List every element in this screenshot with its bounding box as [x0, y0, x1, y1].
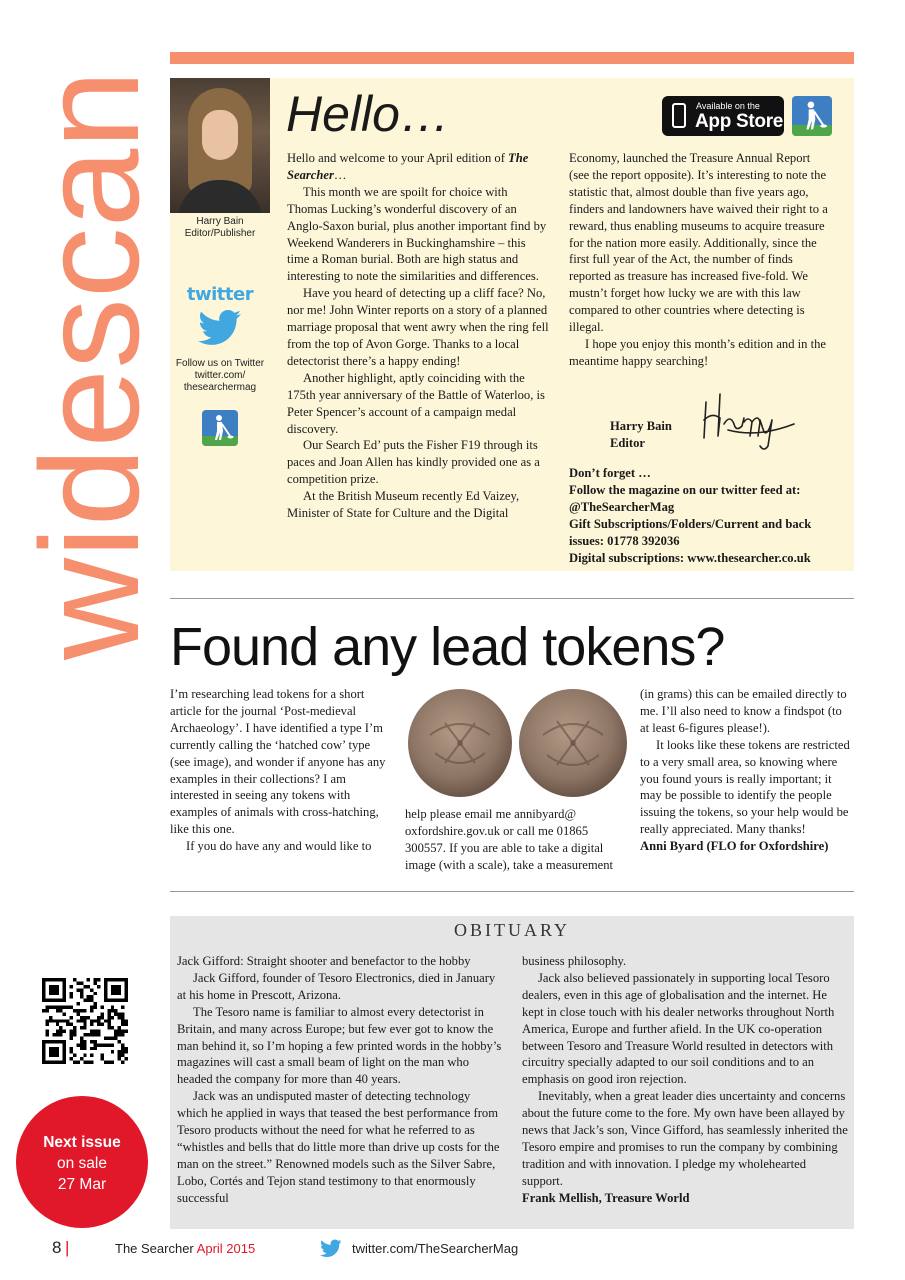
obituary-paragraph: business philosophy.: [522, 954, 627, 968]
obituary-paragraph: Jack Gifford: Straight shooter and benefactor to the hobby: [177, 954, 471, 968]
app-store-big-text: App Store: [695, 111, 784, 132]
editor-letter-column-1: [287, 150, 549, 522]
tokens-paragraph: help please email me annibyard@ oxfordshire.gov.uk or call me 01865 300557. If you are able to take a digital image (with a scale), take a measurement: [405, 807, 614, 872]
editor-heading: Hello…: [286, 86, 450, 142]
editor-letter-column-2: [569, 150, 831, 370]
letter-paragraph: Our Search Ed’ puts the Fisher F19 through its paces and Joan Allen has kindly provided one as a competition prize.: [287, 438, 540, 487]
editor-photo: [170, 78, 270, 213]
tokens-column-3: [640, 686, 854, 855]
twitter-bird-icon: [319, 1239, 343, 1260]
phone-icon: [672, 103, 686, 128]
twitter-logo: twitter: [186, 284, 254, 305]
obituary-paragraph: Jack also believed passionately in supporting local Tesoro dealers, even in this age of globalisation and the internet. He kept in close touch with his dealer networks throughout North America, Europe and further afield. In the UK co-operation between Tesoro and Treasure World resulted in detectors with circuitry specially adapted to our soil conditions and to an emphasis on good iron rejection.: [522, 970, 835, 1087]
app-store-badge[interactable]: [662, 96, 784, 136]
section-title-text: widescan: [11, 76, 156, 660]
editor-signature: [698, 372, 798, 452]
lead-tokens-image: [405, 683, 631, 799]
letter-paragraph: At the British Museum recently Ed Vaizey, Minister of State for Culture and the Digital: [287, 489, 520, 521]
dont-forget-box: Don’t forget … Follow the magazine on our twitter feed at: @TheSearcherMag Gift Subscriptions/Folders/Current and back issues: 01778 392036 Digital subscriptions: www.thesearcher.co.uk: [569, 466, 812, 565]
twitter-follow-text: Follow us on Twitter twitter.com/ thesearchermag: [175, 358, 265, 393]
obituary-column-1: [177, 953, 504, 1207]
next-issue-date: 27 Mar: [57, 1176, 107, 1193]
next-issue-line2: on sale: [57, 1155, 107, 1172]
searcher-app-icon: [202, 410, 238, 446]
app-store-small-text: Available on the: [696, 101, 760, 111]
editor-signoff: [610, 418, 672, 452]
qr-code-icon[interactable]: [42, 978, 128, 1064]
tokens-column-1: [170, 686, 388, 855]
next-issue-badge: [16, 1096, 148, 1228]
footer-separator: |: [65, 1238, 70, 1257]
letter-paragraph: Economy, launched the Treasure Annual Report (see the report opposite). It’s interesting to note the statistic that, almost double than five years ago, finders and landowners have waived their right to a reward, thus enabling museums to acquire treasure for the nation more easily. Additionally, since the first full year of the Act, the number of finds reported as treasure has increased five-fold. We mustn’t forget how lucky we are with this law compared to other countries where detecting is illegal.: [569, 151, 828, 335]
tokens-paragraph: I’m researching lead tokens for a short article for the journal ‘Post-medieval Archaeology’. I have identified a type I’m currently calling the ‘hatched cow’ type (see image), and wonder if anyone has any examples in their collections? I am interested in seeing any tokens with examples of animals with cross-hatching, like this one.: [170, 687, 386, 837]
tokens-signoff: Anni Byard (FLO for Oxfordshire): [640, 839, 829, 854]
letter-paragraph: This month we are spoilt for choice with Thomas Lucking’s wonderful discovery of an Anglo-Saxon burial, plus another important find by Weekend Wanderers in Buckinghamshire – this time a Roman burial. Both are high status and interesting to note the similarities and differences.: [287, 184, 547, 284]
signoff-name: Harry Bain: [610, 419, 672, 433]
obituary-signoff: Frank Mellish, Treasure World: [522, 1190, 690, 1205]
twitter-bird-icon: [170, 309, 270, 350]
tokens-paragraph: It looks like these tokens are restricted to a very small area, so knowing where you found yours is really important; it may be possible to identify the people issuing the tokens, so your help would be really appreciated. Many thanks!: [640, 737, 850, 837]
page-number: 8: [52, 1238, 62, 1257]
divider: [170, 598, 854, 599]
caption-role: Editor/Publisher: [184, 228, 256, 239]
photo-caption: [170, 216, 270, 240]
divider: [170, 891, 854, 892]
searcher-app-badge-icon[interactable]: [792, 96, 832, 136]
footer-twitter-link[interactable]: twitter.com/TheSearcherMag: [352, 1241, 519, 1256]
obituary-paragraph: The Tesoro name is familiar to almost every detectorist in Britain, and many across Europe; but few ever got to know the man behind it, so I’m hoping a few printed words in the hobby’s magazines will cast a small beam of light on the man who headed the company for more than 40 years.: [177, 1004, 502, 1087]
obituary-paragraph: Jack Gifford, founder of Tesoro Electronics, died in January at his home in Prescott, Arizona.: [177, 970, 496, 1002]
letter-paragraph: Another highlight, aptly coinciding with the 175th year anniversary of the Battle of Waterloo, is Peter Spencer’s account of a campaign medal discovery.: [287, 370, 545, 436]
tokens-column-2: [405, 806, 631, 874]
letter-paragraph: Have you heard of detecting up a cliff face? No, nor me! John Winter reports on a story of a planned marriage proposal that went awry when the ring fell from the top of Avon Gorge. Thanks to a local detectorist there’s a happy ending!: [287, 286, 549, 368]
section-title-vertical: [6, 40, 156, 680]
letter-paragraph: Hello and welcome to your April edition of The Searcher…: [287, 151, 529, 182]
accent-bar: [170, 52, 854, 64]
next-issue-line1: Next issue: [43, 1134, 121, 1151]
tokens-paragraph: (in grams) this can be emailed directly to me. I’ll also need to know a findspot (to at least 6-figures please!).: [640, 687, 847, 735]
tokens-paragraph: If you do have any and would like to: [186, 839, 372, 854]
obituary-paragraph: Inevitably, when a great leader dies uncertainty and concerns about the future come to the fore. My own have been allayed by news that Jack’s son, Vince Gifford, has seamlessly inherited the Tesoro empire and promises to run the company by combining tradition and with innovation. I pledge my wholehearted support.: [522, 1089, 848, 1188]
obituary-column-2: [522, 953, 848, 1207]
caption-name: Harry Bain: [196, 216, 244, 227]
signoff-role: Editor: [610, 435, 645, 450]
letter-paragraph: I hope you enjoy this month’s edition and in the meantime happy searching!: [569, 336, 827, 368]
footer-magazine: The Searcher April 2015: [115, 1241, 256, 1256]
tokens-headline: Found any lead tokens?: [170, 617, 725, 677]
obituary-paragraph: Jack was an undisputed master of detecting technology which he applied in ways that teased the best performance from Tesoro products without the need for what he referred to as “whistles and bells that do little more than drive up costs for the man on the street.” Renowned models such as the Silver Sabre, Lobo, Cortés and Tejon stand testimony to that enormously successful: [177, 1089, 500, 1205]
editor-sidebar: [170, 78, 270, 446]
obituary-title: OBITUARY: [453, 920, 570, 940]
